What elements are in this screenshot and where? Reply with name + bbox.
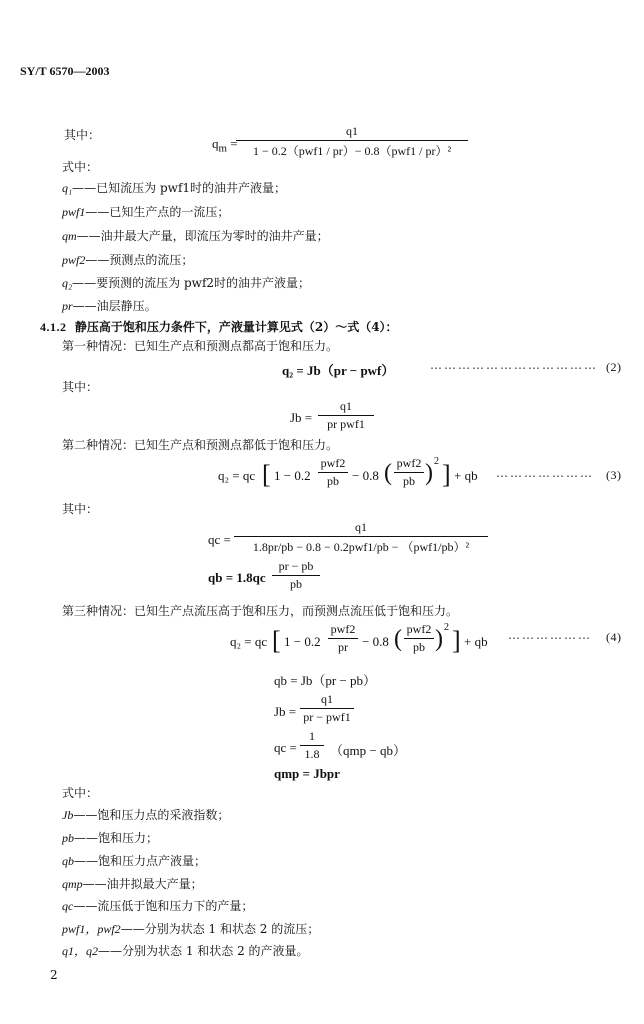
eq4-frac-a <box>328 622 358 655</box>
eq4-lhs: q₂ = qc <box>230 634 268 649</box>
qc-numerator: q1 <box>234 520 488 537</box>
squared: 2 <box>434 456 439 467</box>
section-number: 4.1.2 <box>40 320 67 334</box>
qc-eq-denominator: 1.8 <box>304 747 320 761</box>
def-item: pr——油层静压。 <box>62 299 157 313</box>
formula1-denominator: 1 − 0.2（pwf1 / pr）− 0.8（pwf1 / pr）² <box>252 144 452 158</box>
paren-close: ) <box>435 626 443 652</box>
paren-close: ) <box>425 460 433 486</box>
eq3-body: 1 − 0.2 <box>274 468 311 483</box>
eq3-frac-a-num: pwf2 <box>318 456 348 473</box>
jb-denominator: pr pwf1 <box>327 417 365 431</box>
leader-dots: ……………… <box>508 628 592 642</box>
jb-eq-numerator: q1 <box>300 692 354 709</box>
eq3-frac-a <box>318 456 348 489</box>
section-title: 静压高于饱和压力条件下，产液量计算见式（2）～式（4）： <box>74 320 398 334</box>
qc-denominator: 1.8pr/pb − 0.8 − 0.2pwf1/pb − （pwf1/pb）² <box>252 540 470 554</box>
qc-equation-lhs: qc = <box>274 740 297 755</box>
section-heading <box>40 320 398 334</box>
eq4-minus: − 0.8 <box>362 634 389 649</box>
def-item: pb——饱和压力； <box>62 831 159 845</box>
standard-number: SY/T 6570—2003 <box>20 64 110 78</box>
qb-equation: qb = Jb（pr − pb） <box>274 673 377 688</box>
qc-fraction <box>234 520 488 555</box>
eq3-frac-b-num: pwf2 <box>394 456 424 473</box>
jb-eq-denominator: pr − pwf1 <box>303 710 351 724</box>
eq4-tail: + qb <box>464 634 488 649</box>
where-label-1: 其中： <box>64 128 101 142</box>
def-item: qc——流压低于饱和压力下的产量； <box>62 899 254 913</box>
eq3-lhs: q₂ = qc <box>218 468 256 483</box>
left-bracket: [ <box>262 460 271 489</box>
qb-fraction <box>272 559 320 592</box>
equation-2: q₂ = Jb（pr − pwf） <box>282 363 395 378</box>
paren-open: ( <box>384 460 392 486</box>
equation-number-2: (2) <box>606 360 622 374</box>
formula1-numerator: q1 <box>236 124 468 141</box>
formula1-fraction <box>236 124 468 159</box>
def-item: pwf2——预测点的流压； <box>62 253 194 267</box>
defs1-label: 式中： <box>62 160 99 174</box>
eq4-body: 1 − 0.2 <box>284 634 321 649</box>
def-item: q1，q2——分别为状态 1 和状态 2 的产液量。 <box>62 944 309 958</box>
qc-lhs: qc = <box>208 532 231 547</box>
eq3-frac-b <box>394 456 424 489</box>
where-label-2: 其中： <box>62 380 99 394</box>
jb-equation-fraction <box>300 692 354 725</box>
def-item: pwf1，pwf2——分别为状态 1 和状态 2 的流压； <box>62 922 320 936</box>
jb-equation-lhs: Jb = <box>274 704 297 719</box>
qc-eq-numerator: 1 <box>300 729 324 746</box>
eq4-frac-b-num: pwf2 <box>404 622 434 639</box>
right-bracket: ] <box>452 626 461 655</box>
paren-open: ( <box>394 626 402 652</box>
eq4-frac-b-den: pb <box>413 640 425 654</box>
page-number: 2 <box>50 968 58 982</box>
def-item: q₁——已知流压为 pwf1时的油井产液量； <box>62 181 287 195</box>
eq4-frac-a-num: pwf2 <box>328 622 358 639</box>
jb-fraction <box>318 399 374 432</box>
leader-dots: ……………………………… <box>430 358 598 372</box>
jb-lhs: Jb = <box>290 410 313 425</box>
where-label-3: 其中： <box>62 502 99 516</box>
eq3-tail: + qb <box>454 468 478 483</box>
eq3-minus: − 0.8 <box>352 468 379 483</box>
qc-equation-tail: （qmp − qb） <box>330 743 406 758</box>
case2-text: 第二种情况：已知生产点和预测点都低于饱和压力。 <box>62 438 339 452</box>
defs2-label: 式中： <box>62 786 99 800</box>
qc-equation-fraction <box>300 729 324 762</box>
def-item: q₂——要预测的流压为 pwf2时的油井产液量； <box>62 276 311 290</box>
squared: 2 <box>444 622 449 633</box>
qmp-equation: qmp = Jbpr <box>274 766 340 781</box>
qb-numerator: pr − pb <box>272 559 320 576</box>
eq3-frac-a-den: pb <box>327 474 339 488</box>
eq3-frac-b-den: pb <box>403 474 415 488</box>
qb-denominator: pb <box>290 577 302 591</box>
jb-numerator: q1 <box>318 399 374 416</box>
def-item: qb——饱和压力点产液量； <box>62 854 207 868</box>
left-bracket: [ <box>272 626 281 655</box>
leader-dots: ………………… <box>496 466 594 480</box>
right-bracket: ] <box>442 460 451 489</box>
eq4-frac-a-den: pr <box>338 640 348 654</box>
def-item: qmp——油井拟最大产量； <box>62 877 203 891</box>
equation-number-4: (4) <box>606 630 622 644</box>
qb-lhs: qb = 1.8qc <box>208 570 266 585</box>
case1-text: 第一种情况：已知生产点和预测点都高于饱和压力。 <box>62 339 339 353</box>
formula1-lhs: $q_m$ = <box>212 136 238 155</box>
def-item: qm——油井最大产量，即流压为零时的油井产量； <box>62 229 329 243</box>
eq4-frac-b <box>404 622 434 655</box>
def-item: pwf1——已知生产点的一流压； <box>62 205 230 219</box>
def-item: Jb——饱和压力点的采液指数； <box>62 808 230 822</box>
case3-text: 第三种情况：已知生产点流压高于饱和压力，而预测点流压低于饱和压力。 <box>62 604 459 618</box>
equation-number-3: (3) <box>606 468 622 482</box>
